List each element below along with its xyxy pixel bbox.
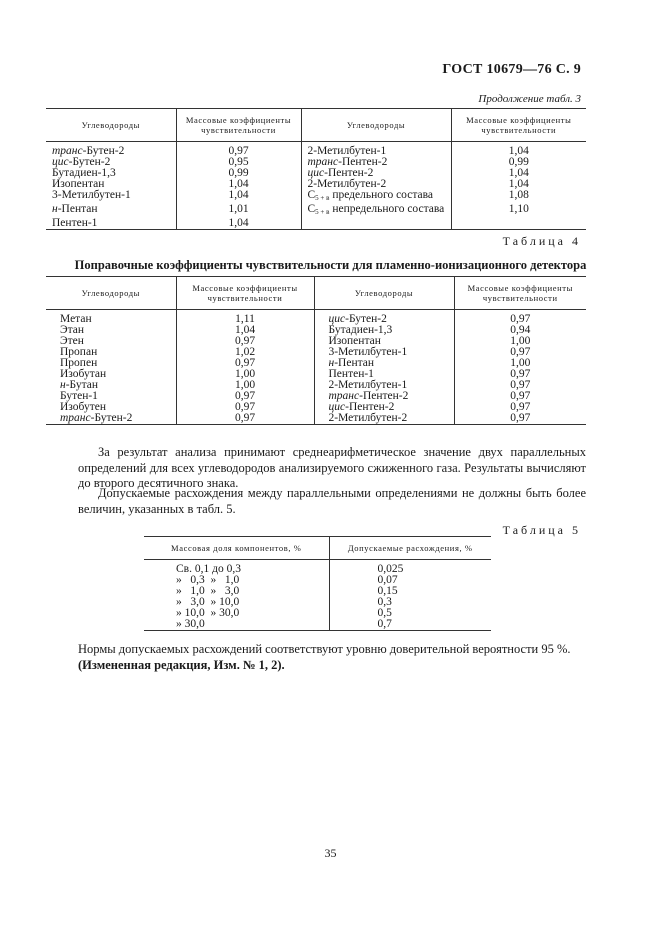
hydrocarbon-cell (301, 190, 451, 204)
hydrocarbon-cell (301, 142, 451, 158)
hydrocarbon-name: Пропан (60, 346, 98, 358)
hydrocarbon-name: Метан (60, 313, 92, 325)
table-row (46, 413, 586, 425)
coefficient-cell: 0,97 (176, 391, 314, 402)
name-prefix: транс (52, 145, 83, 157)
paragraph-result: За результат анализа принимают среднеарифметическое значение двух параллельных определений для всех углеводородов анализируемого сжиженного газа. Результаты вычисляют до второго десятичного знака. (78, 445, 586, 490)
hydrocarbon-name: Бутадиен-1,3 (52, 167, 116, 179)
coefficient-cell: 1,08 (451, 190, 586, 204)
table-3 (46, 108, 586, 230)
coefficient-cell: 0,95 (176, 157, 301, 168)
t3-header-coefficients-2: Массовые коэффициенты чувствительности (451, 109, 586, 142)
table-row (46, 358, 586, 369)
coefficient-cell: 0,97 (454, 391, 586, 402)
coefficient-cell: 1,02 (176, 347, 314, 358)
hydrocarbon-name: -Пентен-2 (324, 167, 374, 179)
coefficient-cell: 1,00 (176, 380, 314, 391)
coefficient-cell: 0,94 (454, 325, 586, 336)
mass-fraction-cell: » 0,3 » 1,0 (176, 574, 240, 586)
coefficient-cell: 0,99 (176, 168, 301, 179)
hydrocarbon-name: 3-Метилбутен-1 (328, 346, 408, 358)
hydrocarbon-cell (314, 413, 454, 425)
coefficient-cell: 1,10 (451, 204, 586, 218)
hydrocarbon-name: -Бутан (65, 379, 99, 391)
name-prefix: транс (307, 156, 339, 168)
name-prefix: цис (52, 156, 69, 168)
hydrocarbon-cell (301, 204, 451, 218)
mass-fraction-cell: » 10,0 » 30,0 (176, 607, 240, 619)
table-row (46, 336, 586, 347)
formula-subscript: 5 + в (315, 208, 330, 216)
coefficient-cell: 0,97 (454, 347, 586, 358)
coefficient-cell: 1,00 (454, 336, 586, 347)
coefficient-cell: 1,01 (176, 204, 301, 218)
hydrocarbon-name: 2-Метилбутен-1 (307, 145, 387, 157)
discrepancy-cell: 0,15 (329, 586, 491, 597)
name-prefix: транс (60, 412, 91, 424)
name-prefix: транс (328, 390, 360, 402)
mass-fraction-cell: » 3,0 » 10,0 (176, 596, 240, 608)
coefficient-cell: 1,04 (451, 168, 586, 179)
hydrocarbon-name: -Бутен-2 (82, 145, 125, 157)
coefficient-cell: 1,00 (176, 369, 314, 380)
table-4-label: Таблица 4 (502, 234, 581, 248)
table-row (46, 218, 586, 230)
hydrocarbon-cell (46, 310, 176, 326)
hydrocarbon-name: Пентен-1 (52, 217, 98, 229)
coefficient-cell: 0,97 (176, 142, 301, 158)
hydrocarbon-cell (314, 310, 454, 326)
mass-fraction-cell: Св. 0,1 до 0,3 (176, 563, 241, 575)
hydrocarbon-name: Пропен (60, 357, 98, 369)
mass-fraction-cell: » 1,0 » 3,0 (176, 585, 240, 597)
table-5-label: Таблица 5 (502, 523, 581, 537)
coefficient-cell: 1,04 (176, 179, 301, 190)
coefficient-cell: 0,97 (176, 336, 314, 347)
paragraph-discrepancy: Допускаемые расхождения между параллельными определениями не должны быть более величин, указанных в табл. 5. (78, 486, 586, 516)
t4-header-hydrocarbons-2: Углеводороды (314, 277, 454, 310)
discrepancy-cell: 0,025 (329, 560, 491, 576)
name-prefix: цис (328, 401, 346, 413)
coefficient-cell: 0,97 (176, 358, 314, 369)
formula-symbol: С (307, 203, 316, 215)
coefficient-cell: 0,99 (451, 157, 586, 168)
coefficient-cell: 0,97 (454, 413, 586, 425)
hydrocarbon-cell (46, 204, 176, 218)
discrepancy-cell: 0,07 (329, 575, 491, 586)
coefficient-cell: 1,04 (176, 190, 301, 204)
hydrocarbon-cell (46, 218, 176, 230)
formula-subscript: 5 + в (315, 194, 330, 202)
t4-header-coefficients-2: Массовые коэффициенты чувствительности (454, 277, 586, 310)
hydrocarbon-cell (46, 142, 176, 158)
formula-symbol: С (307, 189, 316, 201)
table-continuation-label: Продолжение табл. 3 (478, 93, 581, 105)
hydrocarbon-name: -Пентан (57, 203, 98, 215)
name-prefix: цис (307, 167, 325, 179)
name-prefix: н (60, 379, 66, 391)
hydrocarbon-cell (46, 190, 176, 204)
hydrocarbon-name: Изобутен (60, 401, 106, 413)
hydrocarbon-name: Этан (60, 324, 85, 336)
table-4 (46, 276, 586, 425)
t3-header-hydrocarbons-2: Углеводороды (301, 109, 451, 142)
table-row (46, 142, 586, 158)
coefficient-cell: 1,04 (451, 179, 586, 190)
table-row (46, 190, 586, 204)
hydrocarbon-cell (46, 413, 176, 425)
t4-header-coefficients: Массовые коэффициенты чувствительности (176, 277, 314, 310)
coefficient-cell: 0,97 (454, 380, 586, 391)
hydrocarbon-name: -Пентан (334, 357, 375, 369)
footnote-norms: Нормы допускаемых расхождений соответствуют уровню доверительной вероятности 95 %. (78, 642, 571, 656)
table-4-title: Поправочные коэффициенты чувствительности для пламенно-ионизационного детектора (74, 258, 587, 272)
discrepancy-cell: 0,3 (329, 597, 491, 608)
coefficient-cell: 0,97 (454, 369, 586, 380)
name-prefix: н (328, 357, 335, 369)
t3-header-coefficients: Массовые коэффициенты чувствительности (176, 109, 301, 142)
coefficient-cell: 1,11 (176, 310, 314, 326)
table-row (144, 560, 491, 576)
table-row (46, 325, 586, 336)
page-number: 35 (324, 846, 337, 860)
hydrocarbon-name: -Пентен-2 (338, 156, 388, 168)
hydrocarbon-name: Бутадиен-1,3 (328, 324, 393, 336)
hydrocarbon-name: непредельного состава (329, 203, 445, 215)
table-row (46, 310, 586, 326)
coefficient-cell: 1,04 (176, 218, 301, 230)
hydrocarbon-name: Изопентан (52, 178, 105, 190)
t5-header-discrepancy: Допускаемые расхождения, % (329, 537, 491, 560)
table-row (46, 391, 586, 402)
document-header: ГОСТ 10679—76 С. 9 (442, 62, 581, 77)
table-5 (144, 536, 491, 631)
table-row (144, 619, 491, 631)
hydrocarbon-name: -Бутен-2 (345, 313, 387, 325)
hydrocarbon-cell (301, 218, 451, 230)
coefficient-cell: 1,00 (454, 358, 586, 369)
hydrocarbon-name: -Пентен-2 (359, 390, 409, 402)
hydrocarbon-name: 2-Метилбутен-1 (328, 379, 408, 391)
t4-header-hydrocarbons: Углеводороды (81, 288, 140, 298)
coefficient-cell (451, 218, 586, 230)
hydrocarbon-name: Изобутан (60, 368, 107, 380)
t5-header-mass-fraction: Массовая доля компонентов, % (171, 543, 302, 553)
hydrocarbon-name: Бутен-1 (60, 390, 98, 402)
table-row (46, 347, 586, 358)
hydrocarbon-name: -Бутен-2 (68, 156, 111, 168)
coefficient-cell: 1,04 (451, 142, 586, 158)
hydrocarbon-name: -Пентен-2 (345, 401, 395, 413)
table-row (46, 369, 586, 380)
t3-header-hydrocarbons: Углеводороды (81, 120, 140, 130)
table-row (46, 204, 586, 218)
coefficient-cell: 0,97 (176, 413, 314, 425)
footnote-revision: (Измененная редакция, Изм. № 1, 2). (78, 658, 285, 672)
hydrocarbon-name: Этен (60, 335, 84, 347)
hydrocarbon-name: предельного состава (329, 189, 433, 201)
discrepancy-cell: 0,5 (329, 608, 491, 619)
hydrocarbon-name: Изопентан (328, 335, 381, 347)
coefficient-cell: 1,04 (176, 325, 314, 336)
coefficient-cell: 0,97 (454, 310, 586, 326)
hydrocarbon-name: Пентен-1 (328, 368, 374, 380)
name-prefix: н (52, 203, 58, 215)
hydrocarbon-name: 3-Метилбутен-1 (52, 189, 131, 201)
hydrocarbon-name: -Бутен-2 (90, 412, 133, 424)
hydrocarbon-name: 2-Метилбутен-2 (307, 178, 387, 190)
table-row (46, 380, 586, 391)
name-prefix: цис (328, 313, 346, 325)
hydrocarbon-name: 2-Метилбутен-2 (328, 412, 408, 424)
coefficient-cell: 0,97 (176, 402, 314, 413)
coefficient-cell: 0,97 (454, 402, 586, 413)
discrepancy-cell: 0,7 (329, 619, 491, 631)
mass-fraction-cell: » 30,0 (176, 618, 205, 630)
